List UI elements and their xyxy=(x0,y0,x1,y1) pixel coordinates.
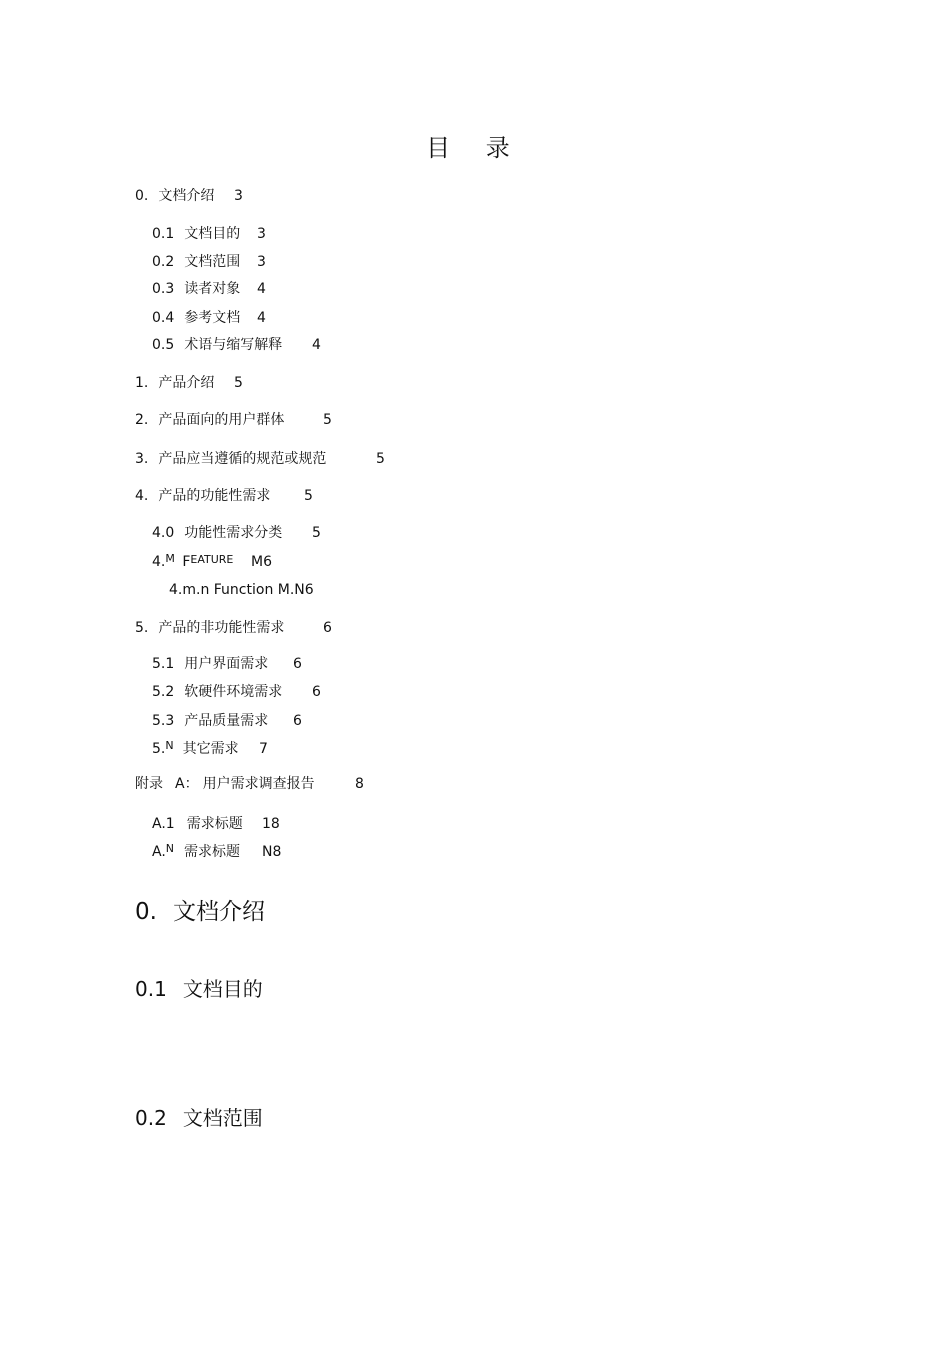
toc-number: 0.3 xyxy=(152,281,175,297)
toc-entry[interactable] xyxy=(135,187,243,205)
toc-appendix-letter: A： xyxy=(175,776,199,792)
toc-page: 6 xyxy=(312,684,321,700)
toc-number: 0.1 xyxy=(152,226,175,242)
toc-text: 产品面向的用户群体 xyxy=(158,412,285,428)
toc-text: 需求标题 xyxy=(184,844,241,860)
toc-text: 文档范围 xyxy=(184,254,241,270)
toc-number: 5.3 xyxy=(152,713,175,729)
toc-text: 其它需求 xyxy=(182,741,239,757)
toc-text: 读者对象 xyxy=(184,281,241,297)
toc-text: 产品应当遵循的规范或规范 xyxy=(158,451,327,467)
toc-entry[interactable] xyxy=(152,524,321,542)
toc-entry[interactable] xyxy=(152,712,302,730)
toc-number: 0. xyxy=(135,188,149,204)
heading-number: 0.1 xyxy=(135,977,167,1001)
toc-number: 2. xyxy=(135,412,149,428)
toc-number: 5.2 xyxy=(152,684,175,700)
toc-number: 0.5 xyxy=(152,337,175,353)
toc-text: 产品质量需求 xyxy=(184,713,269,729)
toc-page: 3 xyxy=(257,254,266,270)
toc-text: 术语与缩写解释 xyxy=(184,337,283,353)
toc-entry[interactable] xyxy=(152,225,266,243)
toc-page: 5 xyxy=(376,451,385,467)
toc-text: 软硬件环境需求 xyxy=(184,684,283,700)
toc-number: 5.1 xyxy=(152,656,175,672)
toc-number: A.1 xyxy=(152,816,175,832)
toc-page: 18 xyxy=(262,816,280,832)
toc-number: 4. xyxy=(152,554,166,570)
toc-number: 附录 xyxy=(135,776,163,792)
toc-text: 产品的非功能性需求 xyxy=(158,620,285,636)
toc-number: 1. xyxy=(135,375,149,391)
toc-entry[interactable] xyxy=(135,450,385,468)
toc-entry[interactable] xyxy=(152,842,282,862)
toc-page: 6 xyxy=(323,620,332,636)
toc-number-sup: M xyxy=(165,552,175,565)
toc-page: 4 xyxy=(312,337,321,353)
toc-text-smallcaps: EATURE xyxy=(190,553,234,566)
toc-page: 4 xyxy=(257,310,266,326)
toc-text-initial: F xyxy=(182,554,191,570)
toc-number: A. xyxy=(152,844,166,860)
toc-text: 功能性需求分类 xyxy=(184,525,283,541)
toc-number: 5. xyxy=(135,620,149,636)
toc-entry[interactable] xyxy=(135,374,243,392)
toc-number: 0.2 xyxy=(152,254,175,270)
toc-entry[interactable] xyxy=(152,552,272,572)
toc-text: 产品的功能性需求 xyxy=(158,488,271,504)
toc-page: 5 xyxy=(304,488,313,504)
toc-text: 用户界面需求 xyxy=(184,656,269,672)
toc-page: 3 xyxy=(234,188,243,204)
toc-text: 用户需求调查报告 xyxy=(202,776,315,792)
toc-page: 8 xyxy=(355,776,364,792)
toc-entry[interactable] xyxy=(152,655,302,673)
toc-title: 目 录 xyxy=(426,134,524,162)
section-heading-0-1 xyxy=(135,973,263,1002)
toc-page: 4 xyxy=(257,281,266,297)
toc-entry[interactable] xyxy=(152,815,280,833)
toc-page: 5 xyxy=(312,525,321,541)
toc-entry[interactable] xyxy=(135,619,332,637)
heading-number: 0.2 xyxy=(135,1106,167,1130)
toc-entry[interactable] xyxy=(169,581,314,599)
toc-number: 4. xyxy=(135,488,149,504)
toc-text: 产品介绍 xyxy=(158,375,215,391)
toc-page: 6 xyxy=(293,656,302,672)
toc-entry[interactable] xyxy=(135,487,313,505)
heading-text: 文档介绍 xyxy=(172,899,265,925)
toc-text: 参考文档 xyxy=(184,310,241,326)
toc-text: 4.m.n Function M.N6 xyxy=(169,582,314,598)
heading-number: 0. xyxy=(135,899,157,925)
toc-text: 需求标题 xyxy=(186,816,243,832)
section-heading-0 xyxy=(135,893,265,926)
toc-page: 3 xyxy=(257,226,266,242)
toc-number: 4.0 xyxy=(152,525,175,541)
toc-entry[interactable] xyxy=(135,775,364,793)
toc-number: 5. xyxy=(152,741,166,757)
toc-entry[interactable] xyxy=(152,280,266,298)
section-heading-0-2 xyxy=(135,1102,263,1131)
heading-text: 文档目的 xyxy=(182,977,263,1001)
toc-page: N8 xyxy=(262,844,282,860)
toc-entry[interactable] xyxy=(152,739,268,759)
toc-page: 5 xyxy=(234,375,243,391)
toc-number-sup: N xyxy=(165,842,175,855)
toc-page: 6 xyxy=(293,713,302,729)
toc-entry[interactable] xyxy=(152,309,266,327)
toc-number-sup: N xyxy=(165,739,174,752)
toc-page: 7 xyxy=(259,741,268,757)
toc-entry[interactable] xyxy=(135,411,332,429)
toc-text: 文档目的 xyxy=(184,226,241,242)
toc-entry[interactable] xyxy=(152,336,321,354)
toc-entry[interactable] xyxy=(152,253,266,271)
toc-page: 5 xyxy=(323,412,332,428)
toc-text: 文档介绍 xyxy=(158,188,215,204)
heading-text: 文档范围 xyxy=(182,1106,263,1130)
toc-number: 3. xyxy=(135,451,149,467)
toc-number: 0.4 xyxy=(152,310,175,326)
toc-page: M6 xyxy=(251,554,272,570)
toc-entry[interactable] xyxy=(152,683,321,701)
